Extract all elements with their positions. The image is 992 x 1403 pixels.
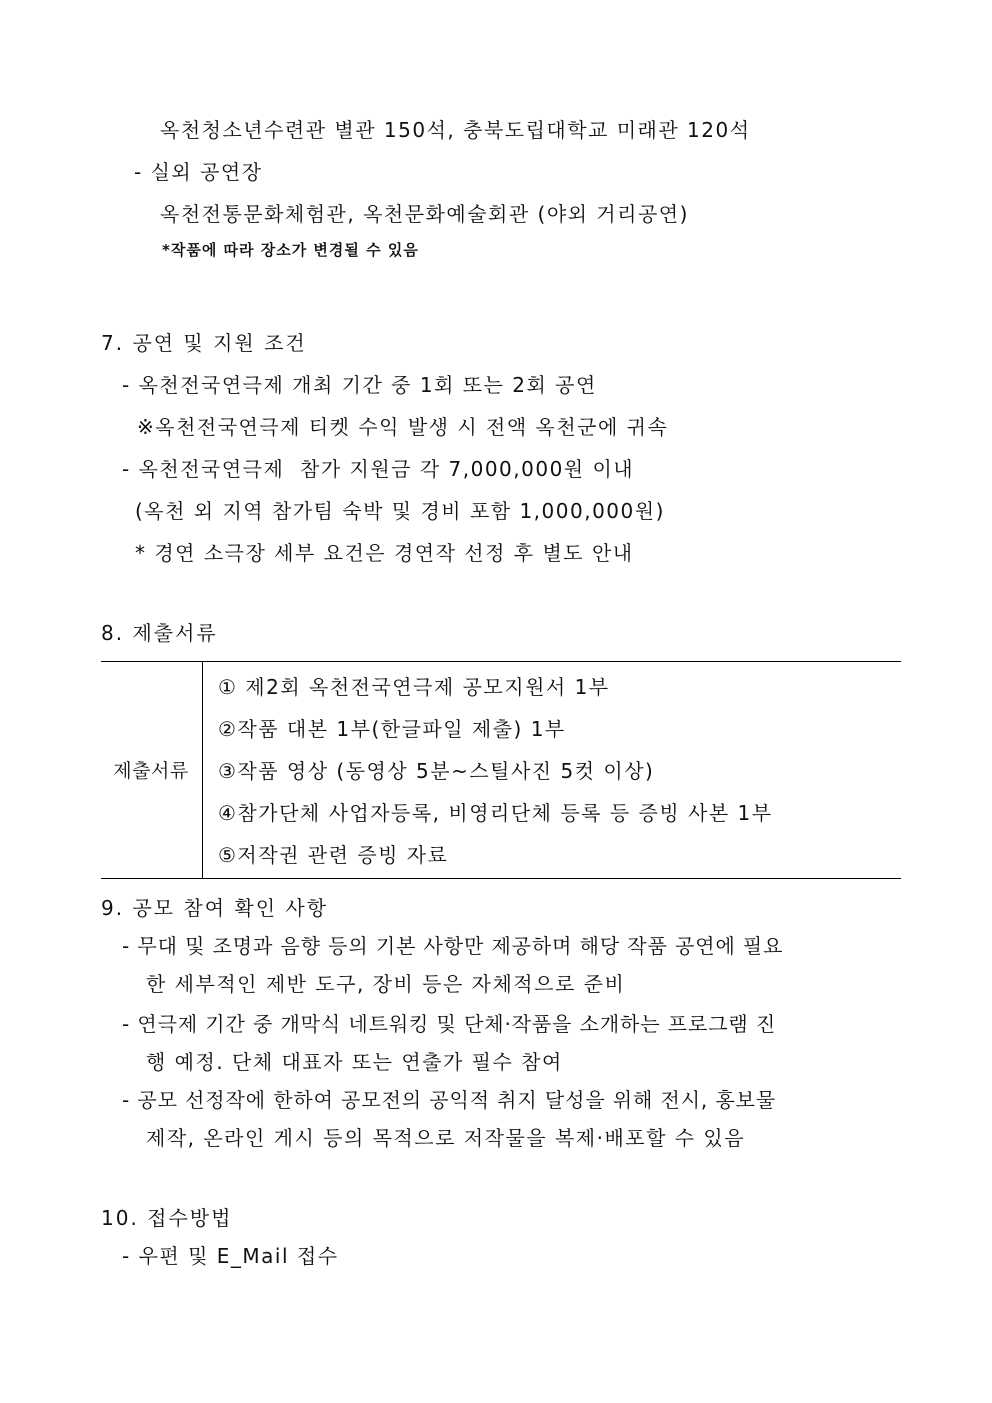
section-7-line: (옥천 외 지역 참가팀 숙박 및 경비 포함 1,000,000원): [135, 499, 665, 523]
document-item: ②작품 대본 1부(한글파일 제출) 1부: [218, 717, 566, 741]
section-8-title: 8. 제출서류: [101, 621, 218, 645]
section-9-line: 제작, 온라인 게시 등의 목적으로 저작물을 복제·배포할 수 있음: [146, 1126, 746, 1150]
section-10-title: 10. 접수방법: [101, 1206, 233, 1230]
table-top-rule: [101, 661, 901, 662]
venue-change-note: *작품에 따라 장소가 변경될 수 있음: [162, 241, 419, 259]
section-9-line: - 공모 선정작에 한하여 공모전의 공익적 취지 달성을 위해 전시, 홍보물: [122, 1088, 777, 1112]
outdoor-venue-detail: 옥천전통문화체험관, 옥천문화예술회관 (야외 거리공연): [160, 202, 689, 226]
table-column-divider: [202, 662, 203, 878]
document-item: ③작품 영상 (동영상 5분~스틸사진 5컷 이상): [218, 759, 655, 783]
table-bottom-rule: [101, 878, 901, 879]
section-7-line: - 옥천전국연극제 참가 지원금 각 7,000,000원 이내: [122, 457, 635, 481]
indoor-venue-detail: 옥천청소년수련관 별관 150석, 충북도립대학교 미래관 120석: [160, 118, 751, 142]
section-9-title: 9. 공모 참여 확인 사항: [101, 896, 329, 920]
section-9-line: 행 예정. 단체 대표자 또는 연출가 필수 참여: [146, 1050, 563, 1074]
section-9-line: - 연극제 기간 중 개막식 네트워킹 및 단체·작품을 소개하는 프로그램 진: [122, 1012, 777, 1036]
section-9-line: 한 세부적인 제반 도구, 장비 등은 자체적으로 준비: [146, 972, 626, 996]
document-item: ⑤저작권 관련 증빙 자료: [218, 843, 449, 867]
section-10-line: - 우편 및 E_Mail 접수: [122, 1244, 339, 1268]
document-item: ① 제2회 옥천전국연극제 공모지원서 1부: [218, 675, 610, 699]
section-7-line: * 경연 소극장 세부 요건은 경연작 선정 후 별도 안내: [135, 541, 634, 565]
section-7-line: ※옥천전국연극제 티켓 수익 발생 시 전액 옥천군에 귀속: [137, 415, 669, 439]
documents-table-label: 제출서류: [113, 760, 189, 782]
section-7-title: 7. 공연 및 지원 조건: [101, 331, 307, 355]
outdoor-venue-heading: - 실외 공연장: [134, 160, 263, 184]
section-7-line: - 옥천전국연극제 개최 기간 중 1회 또는 2회 공연: [122, 373, 597, 397]
document-item: ④참가단체 사업자등록, 비영리단체 등록 등 증빙 사본 1부: [218, 801, 773, 825]
section-9-line: - 무대 및 조명과 음향 등의 기본 사항만 제공하며 해당 작품 공연에 필요: [122, 934, 784, 958]
